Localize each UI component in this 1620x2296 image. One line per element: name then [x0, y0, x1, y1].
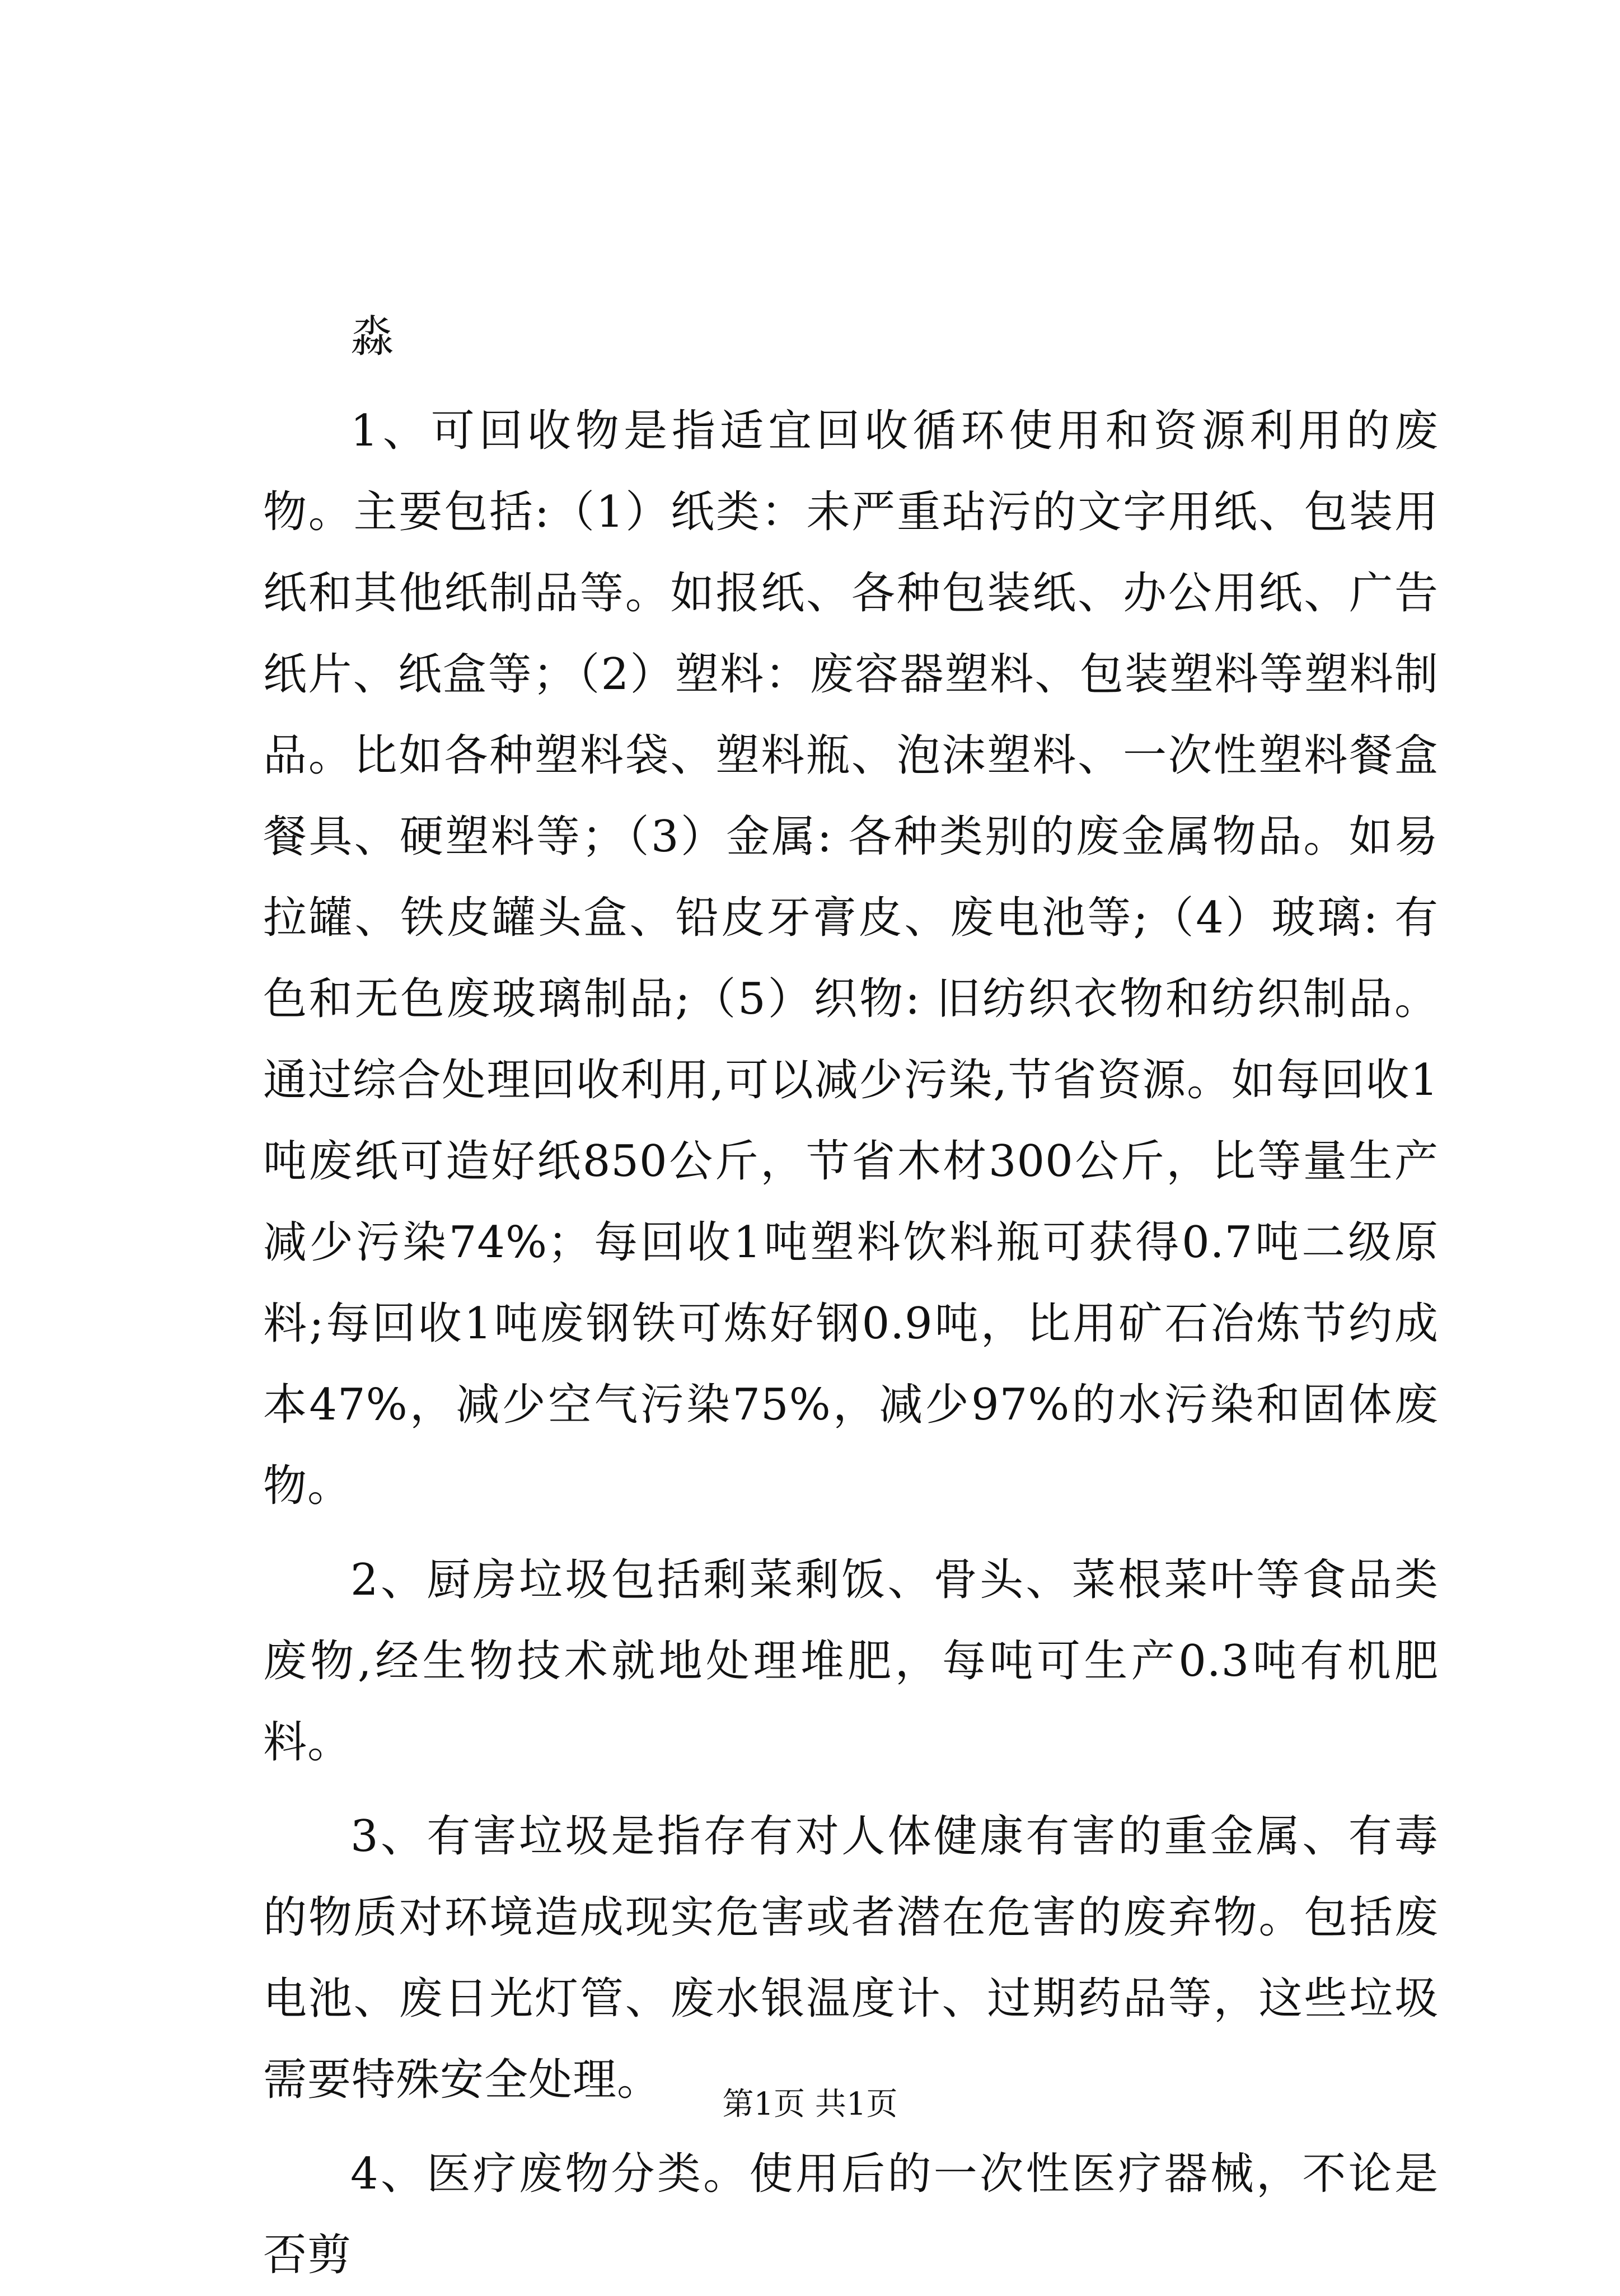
page-footer: 第1页 共1页 [722, 2086, 898, 2122]
paragraph-hazardous-waste: 3、有害垃圾是指存有对人体健康有害的重金属、有毒的物质对环境造成现实危害或者潜在危害的废弃物。包括废电池、废日光灯管、废水银温度计、过期药品等，这些垃圾需要特殊安全处理。 [263, 1811, 1439, 2105]
paragraph-recyclables: 1、可回收物是指适宜回收循环使用和资源利用的废物。主要包括:（1）纸类：未严重玷污的文字用纸、包装用纸和其他纸制品等。如报纸、各种包装纸、办公用纸、广告纸片、纸盒等；（2）塑料：废容器塑料、包装塑料等塑料制品。比如各种塑料袋、塑料瓶、泡沫塑料、一次性塑料餐盒餐具、硬塑料等；（3）金属: 各种类别的废金属物品。如易拉罐、铁皮罐头盒、铅皮牙膏皮、废电池等;（4）玻璃: 有色和无色废玻璃制品;（5）织物: 旧纺织衣物和纺织制品。通过综合处理回收利用,可以减少污染,节省资源。如每回收1吨废纸可造好纸850公斤，节省木材300公斤，比等量生产减少污染74%；每回收1吨塑料饮料瓶可获得0.7吨二级原料;每回收1吨废钢铁可炼好钢0.9吨，比用矿石冶炼节约成本47%，减少空气污染75%，减少97%的水污染和固体废物。 [263, 406, 1439, 1511]
document-body [263, 297, 1439, 2296]
paragraph-glyph: 淼 [350, 312, 395, 362]
paragraph-kitchen-waste: 2、厨房垃圾包括剩菜剩饭、骨头、菜根菜叶等食品类废物,经生物技术就地处理堆肥，每吨可生产0.3吨有机肥料。 [263, 1555, 1439, 1768]
paragraph-medical-waste: 4、医疗废物分类。使用后的一次性医疗器械，不论是否剪 [263, 2149, 1439, 2280]
